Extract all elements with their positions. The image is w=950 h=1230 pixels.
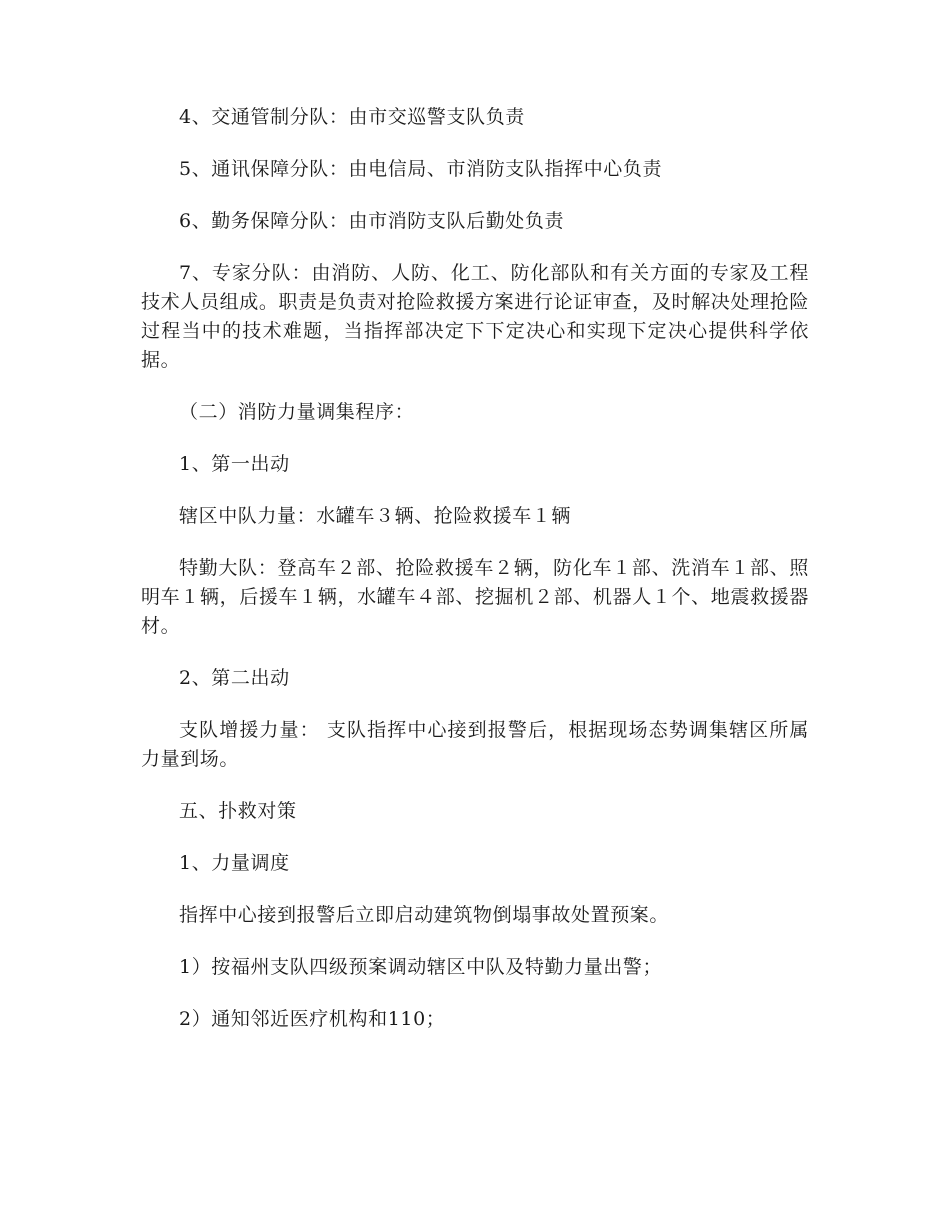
paragraph-special-brigade: 特勤大队：登高车２部、抢险救援车２辆，防化车１部、洗消车１部、照明车１辆，后援车１辆，水罐车４部、挖掘机２部、机器人１个、地震救援器材。 (141, 557, 809, 637)
paragraph-step-1: 1）按福州支队四级预案调动辖区中队及特勤力量出警； (179, 956, 663, 978)
paragraph-command-center: 指挥中心接到报警后立即启动建筑物倒塌事故处置预案。 (179, 904, 670, 926)
section-heading-force-dispatch: （二）消防力量调集程序： (179, 401, 415, 423)
paragraph-second-dispatch: 2、第二出动 (179, 667, 290, 689)
paragraph-reinforcement: 支队增援力量： 支队指挥中心接到报警后，根据现场态势调集辖区所属力量到场。 (141, 719, 809, 770)
paragraph-first-dispatch: 1、第一出动 (179, 453, 290, 475)
paragraph-step-2: 2）通知邻近医疗机构和110； (179, 1008, 446, 1030)
paragraph-district-squad: 辖区中队力量：水罐车３辆、抢险救援车１辆 (179, 505, 572, 527)
paragraph-traffic-control: 4、交通管制分队：由市交巡警支队负责 (179, 106, 525, 128)
paragraph-logistics-support: 6、勤务保障分队：由市消防支队后勤处负责 (179, 210, 565, 232)
section-heading-countermeasures: 五、扑救对策 (179, 800, 297, 822)
document-body (141, 103, 809, 1057)
paragraph-force-scheduling: 1、力量调度 (179, 852, 290, 874)
paragraph-communication-support: 5、通讯保障分队：由电信局、市消防支队指挥中心负责 (179, 158, 663, 180)
paragraph-expert-team: 7、专家分队：由消防、人防、化工、防化部队和有关方面的专家及工程技术人员组成。职责是负责对抢险救援方案进行论证审查，及时解决处理抢险过程当中的技术难题，当指挥部决定下下定决心和实现下定决心提供科学依据。 (141, 262, 809, 371)
